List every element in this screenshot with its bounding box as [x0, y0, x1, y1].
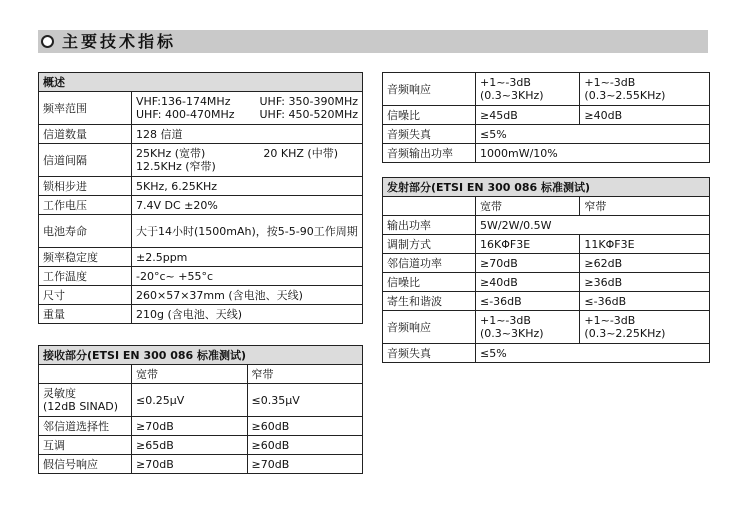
section-title-bar: [38, 30, 708, 53]
receive-row-wide: ≥65dB: [132, 436, 248, 455]
weight-value: 210g (含电池、天线): [132, 305, 363, 324]
audio-row-label: 信噪比: [383, 106, 476, 125]
transmit-row-narrow: 11KΦF3E: [580, 235, 710, 254]
receive-row-label: 假信号响应: [39, 455, 132, 474]
temp-label: 工作温度: [39, 267, 132, 286]
transmit-row-value: ≤5%: [476, 344, 710, 363]
overview-header: 概述: [39, 73, 363, 92]
circle-bullet-icon: [41, 35, 54, 48]
spacing-value: [132, 144, 363, 177]
transmit-row-wide: ≥40dB: [476, 273, 580, 292]
stability-label: 频率稳定度: [39, 248, 132, 267]
transmit-header: 发射部分(ETSI EN 300 086 标准测试): [383, 178, 710, 197]
transmit-row-label: 音频响应: [383, 311, 476, 344]
freq-label: 频率范围: [39, 92, 132, 125]
receive-header: 接收部分(ETSI EN 300 086 标准测试): [39, 346, 363, 365]
receive-row-narrow: ≥60dB: [247, 417, 363, 436]
transmit-row-wide: [476, 311, 580, 344]
transmit-row-label: 音频失真: [383, 344, 476, 363]
overview-table: [38, 72, 363, 324]
receive-row-label: [39, 384, 132, 417]
audio-row-value: ≤5%: [476, 125, 710, 144]
receive-row-wide: ≥70dB: [132, 417, 248, 436]
transmit-row-narrow: [580, 311, 710, 344]
freq-vhf: VHF:136-174MHz: [136, 95, 231, 108]
receive-table: [38, 345, 363, 474]
stability-value: ±2.5ppm: [132, 248, 363, 267]
transmit-row-label: 调制方式: [383, 235, 476, 254]
freq-uhf1: UHF: 350-390MHz: [259, 95, 358, 108]
audio-row-wide: [476, 73, 580, 106]
audio-row-label: 音频输出功率: [383, 144, 476, 163]
step-value: 5KHz, 6.25KHz: [132, 177, 363, 196]
transmit-row-label: 信噪比: [383, 273, 476, 292]
transmit-row-narrow: ≥62dB: [580, 254, 710, 273]
receive-col-wide: 宽带: [132, 365, 248, 384]
freq-uhf2: UHF: 400-470MHz: [136, 108, 235, 121]
transmit-row-wide: ≥70dB: [476, 254, 580, 273]
audio-row-wide: ≥45dB: [476, 106, 580, 125]
receive-row-wide: ≥70dB: [132, 455, 248, 474]
sensitivity-label: 灵敏度 (12dB SINAD): [43, 387, 119, 413]
battery-value: 大于14小时(1500mAh)，按5-5-90工作周期: [132, 215, 363, 248]
spacing-narrow: 12.5KHz (窄带): [136, 160, 216, 173]
voltage-value: 7.4V DC ±20%: [132, 196, 363, 215]
transmit-row-narrow: ≤-36dB: [580, 292, 710, 311]
weight-label: 重量: [39, 305, 132, 324]
receive-col-blank: [39, 365, 132, 384]
transmit-row-narrow: ≥36dB: [580, 273, 710, 292]
transmit-row-label: 邻信道功率: [383, 254, 476, 273]
audio-row-label: 音频失真: [383, 125, 476, 144]
spacing-mid: 20 KHZ (中带): [263, 147, 338, 160]
temp-value: -20°c~ +55°c: [132, 267, 363, 286]
audio-row-narrow: [580, 73, 710, 106]
transmit-col-narrow: 窄带: [580, 197, 710, 216]
transmit-row-wide: ≤-36dB: [476, 292, 580, 311]
size-label: 尺寸: [39, 286, 132, 305]
freq-value: [132, 92, 363, 125]
transmit-audio-narrow: +1~-3dB (0.3~2.25KHz): [584, 314, 666, 340]
voltage-label: 工作电压: [39, 196, 132, 215]
freq-uhf3: UHF: 450-520MHz: [259, 108, 358, 121]
transmit-row-wide: 16KΦF3E: [476, 235, 580, 254]
receive-row-narrow: ≥60dB: [247, 436, 363, 455]
audio-table: [382, 72, 710, 163]
transmit-col-blank: [383, 197, 476, 216]
receive-row-label: 邻信道选择性: [39, 417, 132, 436]
section-title: 主要技术指标: [62, 32, 177, 51]
step-label: 锁相步进: [39, 177, 132, 196]
audio-row-narrow: ≥40dB: [580, 106, 710, 125]
spacing-wide: 25KHz (宽带): [136, 147, 206, 160]
receive-row-label: 互调: [39, 436, 132, 455]
audio-row-value: 1000mW/10%: [476, 144, 710, 163]
channels-label: 信道数量: [39, 125, 132, 144]
transmit-col-wide: 宽带: [476, 197, 580, 216]
audio-response-wide: +1~-3dB (0.3~3KHz): [480, 76, 544, 102]
audio-response-narrow: +1~-3dB (0.3~2.55KHz): [584, 76, 666, 102]
spacing-label: 信道间隔: [39, 144, 132, 177]
receive-row-wide: ≤0.25μV: [132, 384, 248, 417]
transmit-table: [382, 177, 710, 363]
battery-label: 电池寿命: [39, 215, 132, 248]
size-value: 260×57×37mm (含电池、天线): [132, 286, 363, 305]
transmit-row-label: 寄生和谐波: [383, 292, 476, 311]
transmit-row-label: 输出功率: [383, 216, 476, 235]
receive-col-narrow: 窄带: [247, 365, 363, 384]
transmit-audio-wide: +1~-3dB (0.3~3KHz): [480, 314, 544, 340]
receive-row-narrow: ≤0.35μV: [247, 384, 363, 417]
audio-row-label: 音频响应: [383, 73, 476, 106]
channels-value: 128 信道: [132, 125, 363, 144]
transmit-row-value: 5W/2W/0.5W: [476, 216, 710, 235]
receive-row-narrow: ≥70dB: [247, 455, 363, 474]
